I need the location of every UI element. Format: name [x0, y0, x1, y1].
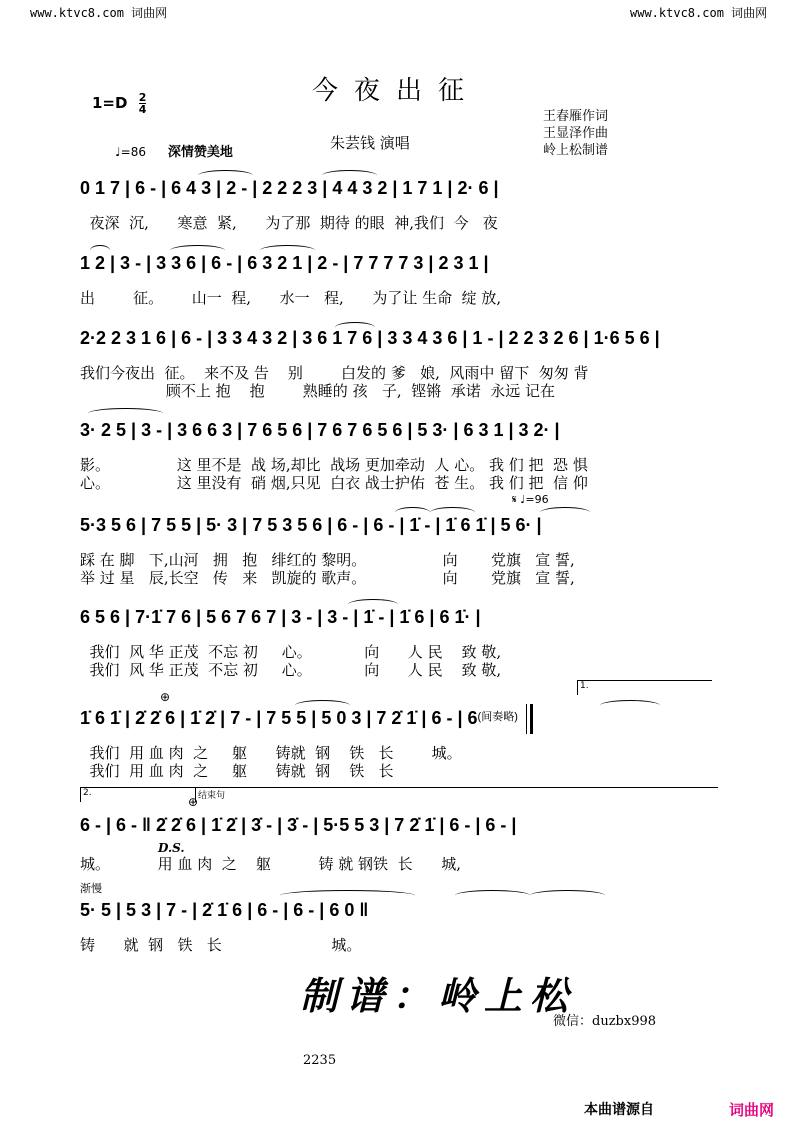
staff-row-7	[80, 681, 720, 780]
notation-text: 1̇ 6 1̇ | 2̇ 2̇ 6 | 1̇ 2̇ | 7 - | 7 5 5 | 5 0 3 | 7 2̇ 1̇ | 6 - | 6	[80, 708, 478, 728]
lyrics-verse-2: 我们 用 血 肉 之 躯 铸就 钢 铁 长	[80, 762, 394, 780]
slur	[280, 890, 415, 901]
time-sig-bottom: 4	[138, 103, 147, 116]
lyrics-verse-1: 城。 用 血 肉 之 躯 铸 就 钢铁 长 城,	[80, 855, 461, 873]
lyrics-verse-1: 夜深 沉, 寒意 紧, 为了那 期待 的眼 神,我们 今 夜	[80, 214, 498, 232]
slur	[260, 245, 315, 256]
interlude-note: (间奏略)	[477, 711, 518, 723]
slur	[322, 170, 377, 181]
notation-line: 2·2 2 3 1 6 | 6 - | 3 3 4 3 2 | 3 6 1 7 6 | 3 3 4 3 6 | 1 - | 2 2 3 2 6 | 1·6 5 6 |	[80, 328, 660, 348]
lyrics-verse-1: 踩 在 脚 下,山河 拥 抱 绯红的 黎明。 向 党旗 宣 誓,	[80, 551, 575, 569]
tempo-change: ♩=96	[520, 493, 549, 506]
source-label: 本曲谱源自	[584, 1102, 654, 1118]
tempo-marking	[115, 141, 233, 160]
lyrics-verse-2: 我们 风 华 正茂 不忘 初 心。 向 人 民 致 敬,	[80, 661, 502, 679]
slur	[198, 170, 253, 181]
lyrics-verse-2: 顾不上 抱 抱 熟睡的 孩 子, 铿锵 承诺 永远 记在	[80, 382, 556, 400]
staff-row-5	[80, 493, 720, 587]
wechat-contact: 微信：duzbx998	[553, 1014, 657, 1029]
volta-2: 2.	[80, 787, 195, 802]
slur	[90, 245, 110, 256]
slur	[395, 507, 430, 518]
arranger: 岭上松制谱	[543, 143, 609, 158]
slur	[600, 700, 660, 711]
lyrics-verse-1: 我们 风 华 正茂 不忘 初 心。 向 人 民 致 敬,	[80, 643, 502, 661]
staff-row-6	[80, 607, 720, 679]
notation-line: 6 - | 6 - ‖ 2̇ 2̇ 6 | 1̇ 2̇ | 3̇ - | 3̇ - | 5·5 5 3 | 7 2̇ 1̇ | 6 - | 6 - |	[80, 815, 517, 835]
key-signature	[92, 92, 146, 115]
segno-tempo	[512, 493, 549, 507]
slur	[295, 700, 350, 711]
arranger-signature: 制谱：岭上松	[300, 973, 577, 1018]
ritardando-mark: 渐慢	[80, 882, 102, 895]
dal-segno-mark: D.S.	[158, 841, 185, 855]
time-sig-top: 2	[138, 91, 147, 104]
lyrics-verse-1: 铸 就 钢 铁 长 城。	[80, 936, 362, 954]
lyrics-verse-2: 举 过 星 辰,长空 传 来 凯旋的 歌声。 向 党旗 宣 誓,	[80, 569, 575, 587]
tempo-value: ♩=86	[115, 145, 146, 159]
slur	[530, 890, 605, 901]
lyrics-verse-2: 心。 这 里没有 硝 烟,只见 白衣 战士护佑 苍 生。 我 们 把 信 仰	[80, 474, 588, 492]
staff-row-8	[80, 788, 720, 873]
staff-row-4	[80, 420, 720, 492]
expression-mark: 深情赞美地	[167, 145, 233, 160]
source-brand-link[interactable]: 词曲网	[729, 1101, 775, 1119]
coda-icon: ⊕	[160, 690, 171, 704]
notation-line: 6 5 6 | 7·1̇ 7 6 | 5 6 7 6 7 | 3 - | 3 - | 1̇ - | 1̇ 6 | 6 1̇· |	[80, 607, 481, 627]
staff-row-9	[80, 882, 720, 954]
credits	[543, 108, 608, 159]
coda-section-label: 结束句	[195, 787, 718, 802]
singer: 朱芸钱 演唱	[330, 134, 410, 152]
time-signature	[139, 92, 147, 115]
lyricist: 王春雁作词	[543, 109, 609, 124]
composer: 王显泽作曲	[543, 126, 609, 141]
repeat-end-barline	[526, 704, 533, 734]
notation-line: 5· 5 | 5 3 | 7 - | 2̇ 1̇ 6 | 6 - | 6 - | 6 0 ‖	[80, 900, 369, 920]
key-label: 1=D	[92, 94, 128, 112]
slur	[348, 599, 398, 610]
coda-icon: ⊕	[188, 795, 199, 809]
watermark-right: www.ktvc8.com 词曲网	[630, 6, 768, 20]
staff-row-3	[80, 328, 720, 400]
slur	[455, 890, 530, 901]
watermark-left: www.ktvc8.com 词曲网	[30, 6, 168, 20]
notation-line	[80, 708, 720, 736]
lyrics-verse-1: 我们 用 血 肉 之 躯 铸就 钢 铁 长 城。	[80, 744, 462, 762]
notation-line: 0 1 7 | 6 - | 6 4 3 | 2 - | 2 2 2 3 | 4 4 3 2 | 1 7 1 | 2· 6 |	[80, 178, 499, 198]
slur	[540, 507, 590, 518]
lyrics-verse-1: 我们今夜出 征。 来不及 告 别 白发的 爹 娘, 风雨中 留下 匆匆 背	[80, 364, 589, 382]
volta-1: 1.	[577, 680, 712, 695]
slur	[335, 322, 375, 333]
lyrics-verse-1: 出 征。 山一 程, 水一 程, 为了让 生命 绽 放,	[80, 289, 502, 307]
song-title: 今夜出征	[311, 76, 480, 106]
staff-row-2	[80, 253, 720, 307]
notation-line: 5·3 5 6 | 7 5 5 | 5· 3 | 7 5 3 5 6 | 6 - | 6 - | 1̇ - | 1̇ 6 1̇ | 5 6· |	[80, 515, 542, 535]
segno-icon: 𝄋	[512, 493, 517, 506]
score-number: 2235	[303, 1053, 337, 1068]
staff-row-1	[80, 178, 720, 232]
lyrics-verse-1: 影。 这 里不是 战 场,却比 战场 更加牵动 人 心。 我 们 把 恐 惧	[80, 456, 588, 474]
slur	[88, 408, 163, 419]
notation-line: 1 2 | 3 - | 3 3 6 | 6 - | 6 3 2 1 | 2 - | 7 7 7 7 3 | 2 3 1 |	[80, 253, 489, 273]
notation-line: 3· 2 5 | 3 - | 3 6 6 3 | 7 6 5 6 | 7 6 7 6 5 6 | 5 3· | 6 3 1 | 3 2· |	[80, 420, 560, 440]
slur	[170, 245, 225, 256]
slur	[430, 507, 475, 518]
